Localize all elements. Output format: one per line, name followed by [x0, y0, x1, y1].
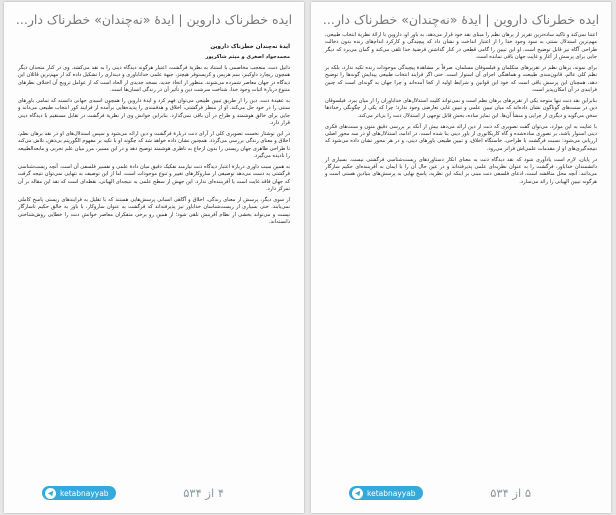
- telegram-icon: [45, 488, 56, 499]
- paragraph: از سوی دیگر، پرسش از معنای زندگی، اخلاق و آگاهی انسانی پرسش‌هایی هستند که با تقلیل به فرایندهای زیستی پاسخ کاملی نمی‌یابند. حتی بسیاری از زیست‌شناسان خداباور نیز پذیرفته‌اند که فرگشت به عنوان سازوکار، با باور به خالق حکیم ناسازگار نیست و می‌تواند بخشی از نظام آفرینش تلقی شود؛ از همین رو برخی متفکران معاصر خوانش دنت را خطایی روش‌شناختی دانسته‌اند.: [18, 196, 290, 226]
- running-header: ایده خطرناک داروین | ایدهٔ «نه‌چندان» خطرناک دار...: [15, 12, 293, 27]
- right-page: [311, 2, 611, 513]
- left-page: [4, 2, 304, 513]
- page-number: ۵ از ۵۳۴: [490, 486, 531, 500]
- paragraph: با عنایت به این موارد، می‌توان گفت تصویری که دنت از دین ارائه می‌دهد بیش از آنکه بر بررسی دقیق متون و سنت‌های فکری دینی استوار باشد، بر تصوری ساده‌شده و گاه کاریکاتوری از باور دینی بنا شده است. در ادامه، استدلال‌های او در سه محور اصلی ارزیابی می‌شود: نسبت فرگشت با طراحی، خاستگاه اخلاق، و تبیین طبیعی باورهای دینی، و در هر محور نشان داده می‌شود که نتیجه‌گیری‌های او از مقدمات علمی‌اش فراتر می‌رود.: [325, 123, 597, 152]
- page-number: ۴ از ۵۳۴: [183, 486, 224, 500]
- paragraph: به همین سبب داوری دربارهٔ اعتبار دیدگاه دنت نیازمند تفکیک دقیق میان دادهٔ علمی و تفسیر فلسفی آن است. آنچه زیست‌شناسی فرگشتی به دست می‌دهد توصیفی از سازوکارهای تغییر و تنوع موجودات است، اما از این توصیف به تنهایی نمی‌توان نتیجه گرفت که جهان فاقد غایت است یا آفریننده‌ای ندارد. این جهش از سطح علمی به نتیجه‌ای الهیاتی، نقطه‌ای است که نقد این مقاله بر آن تمرکز دارد.: [18, 163, 290, 193]
- badge-label: ketabnayyab: [367, 488, 416, 498]
- page-body: [18, 44, 290, 230]
- page-body: [325, 32, 597, 190]
- paragraph: اعتنا نمی‌کند و تاکید ساده‌ترین تقریر از برهان نظم را مبنای نقد خود قرار می‌دهد. به باور او، داروین با ارائهٔ نظریهٔ انتخاب طبیعی، مهم‌ترین استدلال سنتی به سود وجود خدا را از اعتبار انداخت و نشان داد که پیچیدگی و کارکرد اندام‌های زنده بدون دخالت طراحی آگاه نیز قابل توضیح است. او این تبیین را گامی قطعی در کنار گذاشتن فرضیهٔ خدا تلقی می‌کند و گمان می‌برد که دیگر جایی برای پرسش از آغاز و غایت جهان باقی نمانده است.: [325, 32, 597, 61]
- paragraph: دانیل دنت، متعجب مخاصمی با استناد به نظریهٔ فرگشت، اعتبار هرگونه دیدگاه دینی را به نقد می‌کشد. وی در کنار متحدان دیگر همچون ریچارد داوکینز، سم هریس و کریستوفر هیچنز، جبههٔ علمی خداناباوری و دینداری را تشکیل داده که از مهم‌ترین قائلان این دیدگاه در جهان معاصر شمرده می‌شوند. منظور از اتحاد جدید، نسخه جدیدی از الحاد است که از عوامل ترویج آن اختلاف نظرهای متنوع دربارهٔ اثبات وجود خدا، شناخت سرشت دین و تأثیر آن در زندگی انسان‌ها است.: [18, 64, 290, 94]
- running-header: ایده خطرناک داروین | ایدهٔ «نه‌چندان» خطرناک دار...: [322, 12, 600, 27]
- paragraph: در پایان، لازم است یادآوری شود که نقد دیدگاه دنت به معنای انکار دستاوردهای زیست‌شناسی فرگشتی نیست. بسیاری از دانشمندان خداباور، فرگشت را به عنوان نظریه‌ای علمی پذیرفته‌اند و در عین حال آن را با ایمان به آفریننده‌ای حکیم سازگار می‌دانند. آنچه محل مناقشه است، ادعای فلسفی دنت مبنی بر اینکه این نظریه، پاسخ نهایی به پرسش‌های بنیادین هستی است و هرگونه تبیین الهیاتی را زائد می‌سازد.: [325, 156, 597, 185]
- paragraph: بنابراین نقد دنت تنها متوجه یکی از تقریرهای برهان نظم است و نمی‌تواند کلیت استدلال‌های خداباوران را از میان ببرد. فیلسوفان دین در سنت‌های گوناگون نشان داده‌اند که میان تبیین علمی و تبیین غایی تعارضی وجود ندارد؛ چرا که یکی از چگونگی رخدادها سخن می‌گوید و دیگری از چرایی و منشأ آن‌ها. این تمایز ساده، بخش قابل توجهی از استدلال دنت را بی‌اثر می‌کند.: [325, 98, 597, 119]
- badge-label: ketabnayyab: [60, 488, 109, 498]
- authors: محمدجواد اصغری و میثم شاکرپور: [205, 54, 290, 61]
- section-title: ایدهٔ نه‌چندان خطرناک داروین: [210, 44, 290, 50]
- telegram-icon: [352, 488, 363, 499]
- channel-badge[interactable]: [349, 486, 423, 500]
- channel-badge[interactable]: [42, 486, 116, 500]
- paragraph: به عقیدهٔ دنت، دین را از طریق تبیین طبیعی می‌توان فهم کرد و ایدهٔ داروین را همچون اسیدی جهانی دانسته که تمامی باورهای سنتی را در خود حل می‌کند. او از منظر فرگشتی، اخلاق و هدفمندی را پدیده‌هایی برآمده از فرایند کور انتخاب طبیعی می‌داند و جایی برای خالق هوشمند و طراح در آن باقی نمی‌گذارد. بنابراین خوانش وی از نظریهٔ فرگشت در تقابل مستقیم با دیدگاه دینی قرار دارد.: [18, 97, 290, 127]
- paragraph: در این نوشتار نخست تصویری کلی از آرای دنت دربارهٔ فرگشت و دین ارائه می‌شود و سپس استدلال‌های او در نقد برهان نظم، اخلاق و معنای زندگی بررسی می‌گردد. همچنین نشان داده خواهد شد که چگونه او با تکیه بر مفهوم الگوریتم بی‌ذهن، تلاش می‌کند تا طراحی ظاهری جهان زیستی را بدون ارجاع به ناظری هوشمند توضیح دهد و در این مسیر، مرز میان علم تجربی و مابعدالطبیعه را نادیده می‌گیرد.: [18, 130, 290, 160]
- paragraph: برای نمونه، برهان نظم در تقریرهای متکلمان و فیلسوفان مسلمان، صرفاً بر مشاهدهٔ پیچیدگی موجودات زنده تکیه ندارد، بلکه بر نظم کلی عالم، قانون‌مندی طبیعت و هماهنگی اجزای آن استوار است. حتی اگر فرایند انتخاب طبیعی پیدایش گونه‌ها را توضیح دهد، همچنان این پرسش باقی است که خود این قوانین و شرایط اولیه از کجا آمده‌اند و چرا جهان به گونه‌ای است که چنین فرایندی در آن امکان‌پذیر است.: [325, 65, 597, 94]
